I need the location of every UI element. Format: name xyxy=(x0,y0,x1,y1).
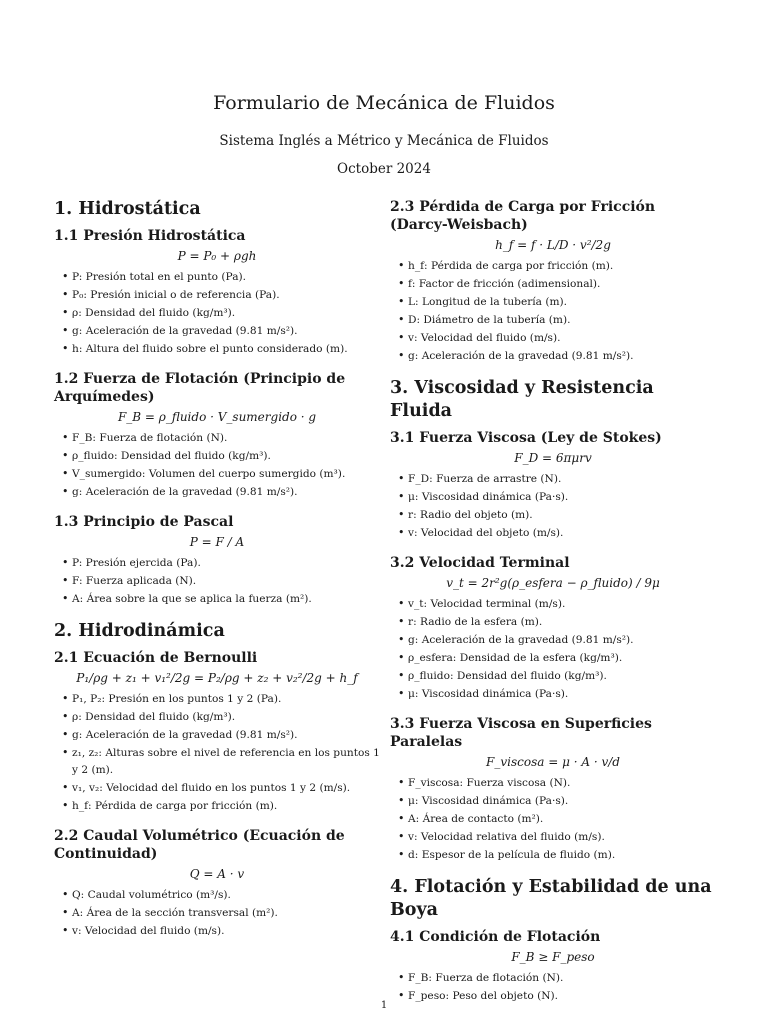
list-item: • h: Altura del fluido sobre el punto considerado (m). xyxy=(72,340,380,358)
equation: F_D = 6πμrv xyxy=(514,451,592,465)
variable-list xyxy=(54,886,380,940)
section-heading: 1. Hidrostática xyxy=(54,199,201,219)
equation: Q = A · v xyxy=(189,867,245,881)
list-item: • μ: Viscosidad dinámica (Pa·s). xyxy=(408,488,716,506)
subsection-heading: 1.2 Fuerza de Flotación (Principio de Arquímedes) xyxy=(54,371,346,405)
list-item: • A: Área de contacto (m²). xyxy=(408,810,716,828)
section-heading: 3. Viscosidad y Resistencia Fluida xyxy=(390,378,654,421)
list-item: • ρ_fluido: Densidad del fluido (kg/m³). xyxy=(72,447,380,465)
subsection-heading: 2.2 Caudal Volumétrico (Ecuación de Continuidad) xyxy=(54,828,345,862)
list-item: • A: Área sobre la que se aplica la fuerza (m²). xyxy=(72,590,380,608)
subsection xyxy=(390,554,716,703)
list-item: • v: Velocidad del fluido (m/s). xyxy=(408,329,716,347)
subsection-heading: 3.3 Fuerza Viscosa en Superficies Paralelas xyxy=(390,716,652,750)
subsection-heading: 1.1 Presión Hidrostática xyxy=(54,228,246,244)
subsection xyxy=(54,227,380,358)
equation: P = F / A xyxy=(189,535,245,549)
list-item: • P: Presión total en el punto (Pa). xyxy=(72,268,380,286)
list-item: • ρ: Densidad del fluido (kg/m³). xyxy=(72,304,380,322)
list-item: • V_sumergido: Volumen del cuerpo sumergido (m³). xyxy=(72,465,380,483)
variable-list xyxy=(390,774,716,864)
document-subtitle: Sistema Inglés a Métrico y Mecánica de Fluidos xyxy=(219,133,549,149)
equation: h_f = f · L/D · v²/2g xyxy=(495,238,611,252)
list-item: • ρ_fluido: Densidad del fluido (kg/m³). xyxy=(408,667,716,685)
subsection xyxy=(390,928,716,1005)
list-item: • P₀: Presión inicial o de referencia (Pa). xyxy=(72,286,380,304)
variable-list xyxy=(390,257,716,365)
subsection xyxy=(54,370,380,501)
subsection-heading: 3.2 Velocidad Terminal xyxy=(390,555,570,571)
list-item: • g: Aceleración de la gravedad (9.81 m/s²). xyxy=(408,347,716,365)
list-item: • h_f: Pérdida de carga por fricción (m). xyxy=(408,257,716,275)
list-item: • v_t: Velocidad terminal (m/s). xyxy=(408,595,716,613)
subsection-heading: 2.3 Pérdida de Carga por Fricción (Darcy-Weisbach) xyxy=(390,199,656,233)
list-item: • v: Velocidad del objeto (m/s). xyxy=(408,524,716,542)
variable-list xyxy=(54,690,380,815)
list-item: • D: Diámetro de la tubería (m). xyxy=(408,311,716,329)
list-item: • P: Presión ejercida (Pa). xyxy=(72,554,380,572)
list-item: • F: Fuerza aplicada (N). xyxy=(72,572,380,590)
subsection xyxy=(390,429,716,542)
variable-list xyxy=(390,595,716,703)
list-item: • g: Aceleración de la gravedad (9.81 m/s²). xyxy=(72,726,380,744)
list-item: • A: Área de la sección transversal (m²). xyxy=(72,904,380,922)
list-item: • f: Factor de fricción (adimensional). xyxy=(408,275,716,293)
list-item: • P₁, P₂: Presión en los puntos 1 y 2 (Pa). xyxy=(72,690,380,708)
list-item: • h_f: Pérdida de carga por fricción (m). xyxy=(72,797,380,815)
list-item: • F_peso: Peso del objeto (N). xyxy=(408,987,716,1005)
subsection xyxy=(54,827,380,940)
list-item: • L: Longitud de la tubería (m). xyxy=(408,293,716,311)
variable-list xyxy=(54,554,380,608)
variable-list xyxy=(54,268,380,358)
page-number: 1 xyxy=(380,1000,388,1011)
equation: F_B ≥ F_peso xyxy=(511,950,595,964)
list-item: • F_B: Fuerza de flotación (N). xyxy=(72,429,380,447)
subsection-heading: 3.1 Fuerza Viscosa (Ley de Stokes) xyxy=(390,430,662,446)
list-item: • μ: Viscosidad dinámica (Pa·s). xyxy=(408,685,716,703)
variable-list xyxy=(54,429,380,501)
left-column xyxy=(54,198,380,952)
equation: F_viscosa = μ · A · v/d xyxy=(486,755,620,769)
list-item: • F_D: Fuerza de arrastre (N). xyxy=(408,470,716,488)
section-heading: 4. Flotación y Estabilidad de una Boya xyxy=(390,877,712,920)
equation: P₁/ρg + z₁ + v₁²/2g = P₂/ρg + z₂ + v₂²/2g + h_f xyxy=(76,671,358,685)
list-item: • v: Velocidad del fluido (m/s). xyxy=(72,922,380,940)
document-date: October 2024 xyxy=(337,161,431,177)
subsection-heading: 4.1 Condición de Flotación xyxy=(390,929,601,945)
section-heading: 2. Hidrodinámica xyxy=(54,621,225,641)
list-item: • v₁, v₂: Velocidad del fluido en los puntos 1 y 2 (m/s). xyxy=(72,779,380,797)
document-title: Formulario de Mecánica de Fluidos xyxy=(213,92,555,114)
list-item: • g: Aceleración de la gravedad (9.81 m/s²). xyxy=(72,322,380,340)
list-item: • z₁, z₂: Alturas sobre el nivel de referencia en los puntos 1 y 2 (m). xyxy=(72,744,380,779)
subsection-heading: 2.1 Ecuación de Bernoulli xyxy=(54,650,258,666)
equation: v_t = 2r²g(ρ_esfera − ρ_fluido) / 9μ xyxy=(446,576,660,590)
list-item: • d: Espesor de la película de fluido (m). xyxy=(408,846,716,864)
list-item: • v: Velocidad relativa del fluido (m/s). xyxy=(408,828,716,846)
equation: P = P₀ + ρgh xyxy=(177,249,257,263)
subsection xyxy=(390,198,716,365)
subsection xyxy=(390,715,716,864)
list-item: • ρ_esfera: Densidad de la esfera (kg/m³). xyxy=(408,649,716,667)
list-item: • g: Aceleración de la gravedad (9.81 m/s²). xyxy=(72,483,380,501)
list-item: • g: Aceleración de la gravedad (9.81 m/s²). xyxy=(408,631,716,649)
list-item: • r: Radio de la esfera (m). xyxy=(408,613,716,631)
list-item: • F_viscosa: Fuerza viscosa (N). xyxy=(408,774,716,792)
subsection xyxy=(54,649,380,815)
list-item: • F_B: Fuerza de flotación (N). xyxy=(408,969,716,987)
list-item: • ρ: Densidad del fluido (kg/m³). xyxy=(72,708,380,726)
list-item: • r: Radio del objeto (m). xyxy=(408,506,716,524)
subsection-heading: 1.3 Principio de Pascal xyxy=(54,514,234,530)
equation: F_B = ρ_fluido · V_sumergido · g xyxy=(117,410,317,424)
variable-list xyxy=(390,470,716,542)
list-item: • Q: Caudal volumétrico (m³/s). xyxy=(72,886,380,904)
right-column xyxy=(390,198,716,1017)
list-item: • μ: Viscosidad dinámica (Pa·s). xyxy=(408,792,716,810)
subsection xyxy=(54,513,380,608)
